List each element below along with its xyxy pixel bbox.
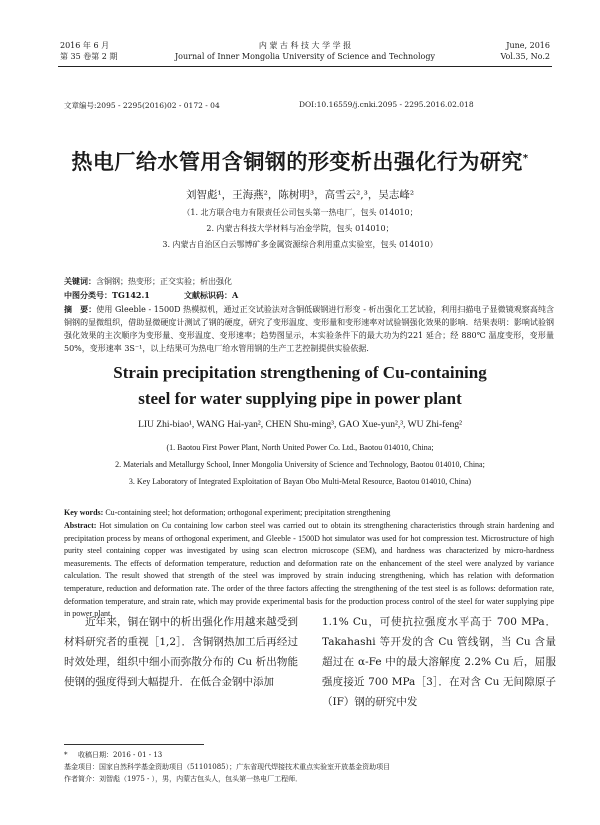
journal-name-en: Journal of Inner Mongolia University of Science and Technology [174, 52, 436, 61]
affiliation-cn-3: 3. 内蒙古自治区白云鄂博矿多金属资源综合利用重点实验室，包头 014010） [162, 240, 438, 249]
keywords-en-label: Key words: [64, 508, 104, 517]
affiliation-en-3: 3. Key Laboratory of Integrated Exploitation of Bayan Obo Multi-Metal Resource, Baotou 014010, China) [128, 477, 472, 486]
header-volume-en: Vol.35, No.2 [500, 52, 550, 61]
journal-name-cn: 内 蒙 古 科 技 大 学 学 报 [258, 41, 352, 50]
header-rule [58, 66, 552, 67]
header-date-en: June, 2016 [506, 41, 550, 50]
abstract-en [64, 520, 554, 621]
keywords-cn [64, 276, 554, 287]
body-column-left [64, 612, 298, 692]
header-journal [60, 40, 550, 62]
clc-number: 中图分类号：TG142.1 [64, 290, 150, 300]
footnote-star: * [64, 751, 68, 759]
title-en-line-2: steel for water supplying pipe in power plant [138, 389, 462, 408]
footnotes [64, 749, 554, 785]
footnote-author: 作者简介：刘智彪（1975 - ），男，内蒙古包头人，包头第一热电厂工程师． [64, 775, 303, 783]
document-code: 文献标识码：A [184, 290, 239, 300]
abstract-en-label: Abstract: [64, 521, 97, 530]
authors-cn: 刘智彪¹，王海燕²，陈树明³，高雪云²,³，吴志峰² [185, 189, 415, 201]
affiliation-en-1: (1. Baotou First Power Plant, North United Power Co. Ltd., Baotou 014010, China; [166, 443, 434, 452]
abstract-cn-text: 使用 Gleeble - 1500D 热模拟机，通过正交试验法对含铜低碳钢进行形变 - 析出强化工艺试验，利用扫描电子显微镜观察高纯含铜钢的显微组织，借助显微硬度计测试了钢的硬度，研究了变形温度、变形量和变形速率对试验钢强化效果的影响．结果表明：影响试验钢强化效果的主次顺序为变形量、变形温度、变形速率；趋势图显示，本实验条件下的最大功为约221 延合；经 880℃ 温度变形，变形量 50%，变形速率 3S⁻¹，以上结果可为热电厂给水管用钢的生产工艺控制提供实验依据． [64, 305, 555, 353]
keywords-en [64, 508, 554, 517]
body-column-right [322, 612, 556, 712]
affiliation-cn-1: （1. 北方联合电力有限责任公司包头第一热电厂，包头 014010； [182, 208, 418, 217]
keywords-cn-label: 关键词： [64, 276, 96, 286]
title-en [40, 360, 560, 412]
affiliation-cn-2: 2. 内蒙古科技大学材料与冶金学院，包头 014010； [206, 224, 394, 233]
footnote-fund: 基金项目：国家自然科学基金资助项目（51101085）；广东省现代焊接技术重点实验室开放基金资助项目 [64, 763, 391, 771]
title-footnote-mark: * [522, 153, 529, 164]
title-en-line-1: Strain precipitation strengthening of Cu-containing [113, 363, 487, 382]
received-date: 收稿日期：2016 - 01 - 13 [78, 751, 163, 759]
classification-cn [64, 290, 554, 301]
header-issue-en [500, 40, 550, 62]
article-number: 文章编号:2095 - 2295(2016)02 - 0172 - 04 [64, 101, 220, 110]
article-doi: DOI:10.16559/j.cnki.2095 - 2295.2016.02.018 [299, 100, 474, 109]
header-volume-cn: 第 35 卷第 2 期 [60, 52, 118, 61]
affiliation-en-2: 2. Materials and Metallurgy School, Inner Mongolia University of Science and Technology, Baotou 014010, China; [115, 460, 485, 469]
title-cn-text: 热电厂给水管用含铜钢的形变析出强化行为研究 [71, 150, 523, 174]
title-cn [40, 146, 560, 176]
body-paragraph-right: 1.1% Cu，可使抗拉强度水平高于 700 MPa．Takahashi 等开发的含 Cu 管线钢，当 Cu 含量超过在 α-Fe 中的最大溶解度 2.2% Cu 后，屈服强度接近 700 MPa［3］．在对含 Cu 无间隙原子（IF）钢的研究中发 [322, 616, 556, 708]
article-meta [64, 100, 554, 111]
abstract-cn-label: 摘 要： [64, 304, 97, 314]
body-paragraph-left: 近年来，铜在钢中的析出强化作用越来越受到材料研究者的重视［1,2］．含铜钢热加工后再经过时效处理，组织中细小而弥散分布的 Cu 析出物能使钢的强度得到大幅提升．在低合金钢中添加 [64, 616, 298, 688]
abstract-cn [64, 303, 554, 355]
header-date-cn: 2016 年 6 月 [60, 41, 110, 50]
footnote-received [64, 749, 554, 761]
keywords-cn-text: 含铜钢；热变形；正交实验；析出强化 [96, 277, 232, 286]
keywords-en-text: Cu-containing steel; hot deformation; orthogonal experiment; precipitation strengthening [105, 508, 391, 517]
authors-en: LIU Zhi-biao¹, WANG Hai-yan², CHEN Shu-ming³, GAO Xue-yun²,³, WU Zhi-feng² [138, 420, 462, 430]
footnote-rule [64, 744, 204, 745]
abstract-en-text: Hot simulation on Cu containing low carbon steel was carried out to obtain its strengthening characteristics through strain hardening and precipitation process by means of orthogonal experiment, and Gleeble - 1500D hot simulator was used for hot compression test. Microstructure of high purity steel containing copper was investigated by using scan electron microscope (SEM), and hardness was characterized by micro-hardness measurements. The effects of deformation temperature, reduction and deformation rate on the enhancement of the steel were analyzed by variance calculation. The result showed that strength of the steel was improved by strain inducing strengthening, which has relation with deformation temperature, reduction and deformation rate. The order of the three factors affecting the strengthening of the test steel is as follows: deformation rate, deformation temperature, and strain rate, which may provide experimental basis for the production process control of the steel for water supplying pipe in power plant. [64, 521, 554, 619]
